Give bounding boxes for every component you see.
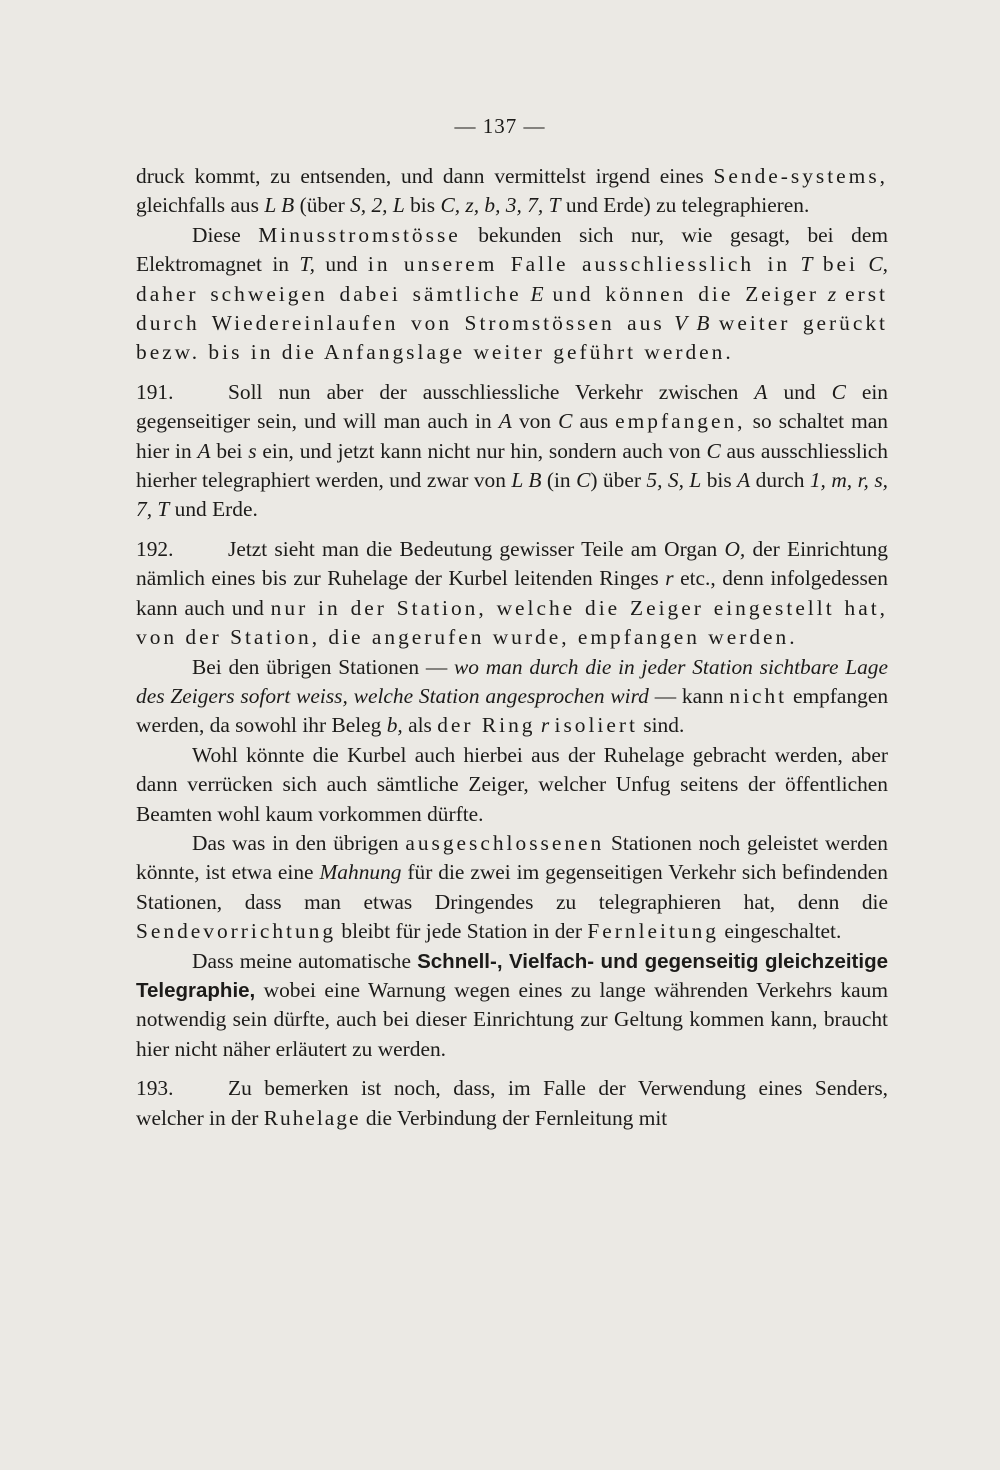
text-run: und Erde.	[169, 497, 258, 522]
spaced-text: nicht	[729, 683, 788, 708]
italic-text: C, z, b, 3, 7, T	[440, 193, 561, 218]
spaced-text: bei	[822, 252, 858, 277]
section-paragraph	[136, 378, 888, 525]
italic-text: C	[576, 468, 591, 493]
text-run: und Erde) zu telegraphieren.	[560, 193, 810, 218]
italic-text: 5, S, L	[646, 468, 702, 493]
paragraph	[136, 829, 888, 947]
page-body-text	[136, 162, 888, 1133]
text-run: (in	[541, 468, 577, 493]
text-run: sind.	[637, 713, 685, 738]
italic-text: A	[737, 468, 751, 493]
text-run	[812, 252, 822, 276]
text-run: und	[767, 379, 832, 404]
italic-text: T	[800, 252, 813, 277]
italic-text: b,	[386, 713, 403, 738]
text-run: ein gegenseitiger sein, und will man auch in	[136, 379, 888, 434]
spaced-text: Sendevorrichtung	[136, 919, 337, 944]
italic-text: S, 2, L	[350, 193, 405, 218]
text-run: und	[315, 252, 368, 277]
spaced-text: und können die Zeiger	[552, 281, 820, 306]
section-number: 191.	[136, 379, 174, 404]
text-run: von	[511, 409, 559, 434]
text-run: Stationen noch geleistet werden könnte, ist etwa eine	[136, 830, 888, 885]
text-run: (über	[294, 193, 351, 218]
text-run: eingeschaltet.	[718, 919, 842, 944]
spaced-text: erst durch Wiedereinlaufen von Stromstössen aus	[136, 281, 888, 336]
text-run	[819, 282, 828, 306]
italic-text: A	[754, 379, 768, 404]
text-run: ) über	[590, 468, 647, 493]
section-number: 193.	[136, 1076, 174, 1101]
section-number: 192.	[136, 536, 174, 561]
text-run: der Einrichtung nämlich eines bis zur Ruhelage der Kurbel leitenden Ringes	[136, 536, 888, 591]
text-run: Jetzt sieht man die Bedeutung gewisser Teile am Organ	[228, 536, 725, 561]
italic-text: L B	[511, 468, 542, 493]
text-run	[836, 282, 845, 306]
text-run: aus ausschliesslich hierher telegraphiert werden, und zwar von	[136, 438, 889, 493]
section-paragraph	[136, 535, 888, 653]
text-run: Bei den übrigen Stationen —	[192, 654, 454, 679]
italic-text: Mahnung	[319, 860, 402, 885]
spaced-text: der Ring	[437, 713, 536, 738]
text-run: bleibt für jede Station in der	[336, 919, 588, 944]
text-run: Diese	[192, 222, 259, 247]
spaced-text: Sende-systems,	[713, 164, 888, 188]
spaced-text: nur in der Station, welche die Zeiger eingestellt hat, von der Station, die angerufen wurde, empfangen werden.	[136, 595, 888, 650]
italic-text: wo man durch die in jeder Station sichtbare Lage des Zeigers sofort weiss, welche Station angesprochen wird	[136, 654, 888, 708]
paragraph	[136, 741, 888, 829]
bold-text: Schnell-, Vielfach- und gegenseitig gleichzeitige Telegraphie,	[136, 949, 888, 1002]
spaced-text: daher schweigen dabei sämtliche	[136, 281, 522, 306]
text-run: bis	[404, 193, 441, 218]
paragraph	[136, 947, 888, 1065]
italic-text: C	[706, 438, 721, 463]
italic-text: r	[540, 713, 550, 738]
spaced-text: Minusstromstösse	[258, 222, 461, 247]
italic-text: A	[197, 438, 211, 463]
text-run	[858, 252, 868, 276]
spaced-text: empfangen,	[615, 409, 746, 434]
paragraph	[136, 653, 888, 741]
spaced-text: in unserem Falle ausschliesslich in	[367, 252, 791, 277]
text-run: die Verbindung der Fernleitung mit	[360, 1105, 668, 1130]
text-run: etc., denn infolgedessen kann auch und	[136, 566, 888, 620]
italic-text: 1, m, r, s, 7, T	[136, 468, 888, 522]
italic-text: V B	[674, 311, 710, 336]
italic-text: C	[831, 379, 846, 404]
text-run: für die zwei im gegenseitigen Verkehr sich befindenden Stationen, dass man etwas Dringendes zu telegraphieren hat, denn die	[136, 860, 888, 914]
italic-text: s	[248, 438, 257, 463]
text-run: so schaltet man hier in	[136, 409, 888, 463]
page-number: — 137 —	[454, 114, 546, 138]
italic-text: C,	[868, 252, 888, 277]
text-run: — kann	[648, 683, 730, 708]
spaced-text: ausgeschlossenen	[405, 830, 605, 855]
italic-text: r	[665, 566, 674, 591]
spaced-text: Fernleitung	[587, 919, 719, 944]
text-run	[790, 252, 800, 276]
text-run: bekunden sich nur, wie gesagt, bei dem Elektromagnet in	[136, 222, 888, 277]
italic-text: L B	[264, 193, 295, 218]
text-run: durch	[750, 468, 810, 493]
text-run	[522, 282, 531, 306]
italic-text: C	[558, 409, 573, 434]
paragraph	[136, 162, 888, 221]
text-run: Das was in den übrigen	[192, 830, 406, 855]
text-run: Zu bemerken ist noch, dass, im Falle der Verwendung eines Senders, welcher in der	[136, 1076, 888, 1130]
text-run: wobei eine Warnung wegen eines zu lange währenden Verkehrs kaum notwendig sein dürfte, auch bei dieser Einrichtung zur Geltung kommen kann, braucht hier nicht näher erläutert zu werden.	[136, 977, 888, 1061]
text-run: als	[402, 713, 438, 738]
text-run: druck kommt, zu entsenden, und dann vermittelst irgend eines	[136, 164, 714, 188]
italic-text: z	[827, 281, 837, 306]
spaced-text: weiter gerückt bezw. bis in die Anfangslage weiter geführt werden.	[136, 311, 888, 365]
section-paragraph	[136, 1074, 888, 1133]
spaced-text: isoliert	[554, 713, 638, 738]
text-run: Dass meine automatische	[192, 948, 418, 973]
italic-text: T,	[299, 252, 316, 277]
text-run: gleichfalls aus	[136, 193, 265, 218]
text-run	[665, 311, 675, 335]
italic-text: A	[498, 409, 512, 434]
text-run: bei	[210, 438, 249, 463]
text-run	[709, 311, 719, 335]
text-run: ein, und jetzt kann nicht nur hin, sondern auch von	[256, 438, 707, 463]
paragraph	[136, 221, 888, 368]
text-run: Wohl könnte die Kurbel auch hierbei aus der Ruhelage gebracht werden, aber dann verrücken sich auch sämtliche Zeiger, welcher Unfug seitens der öffentlichen Beamten wohl kaum vorkommen dürfte.	[136, 742, 888, 826]
spaced-text: Ruhelage	[263, 1105, 361, 1130]
text-run: Soll nun aber der ausschliessliche Verkehr zwischen	[228, 379, 755, 404]
italic-text: O,	[724, 536, 746, 561]
text-run: aus	[572, 409, 616, 434]
text-run: bis	[701, 468, 738, 493]
italic-text: E	[530, 281, 544, 306]
text-run: empfangen werden, da sowohl ihr Beleg	[136, 683, 889, 738]
